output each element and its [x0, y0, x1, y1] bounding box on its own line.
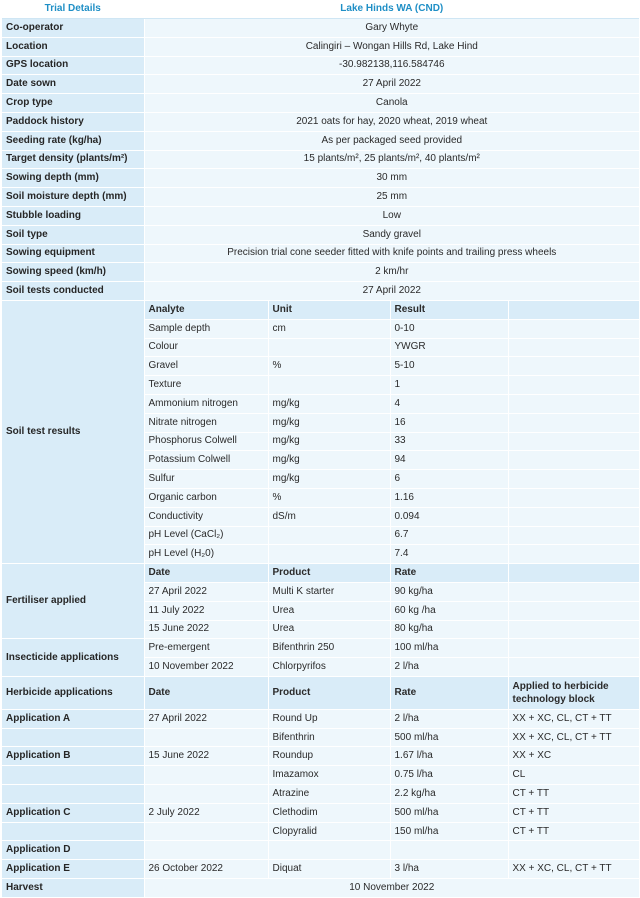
column-header: Applied to herbicide technology block — [508, 676, 639, 709]
empty-cell — [508, 376, 639, 395]
herbicide-row — [2, 822, 639, 841]
table-cell: 1.67 l/ha — [390, 747, 508, 766]
table-cell: 1 — [390, 376, 508, 395]
detail-row — [2, 188, 639, 207]
empty-cell — [508, 432, 639, 451]
application-label — [2, 785, 144, 804]
table-cell: Roundup — [268, 747, 390, 766]
table-cell: Nitrate nitrogen — [144, 413, 268, 432]
table-cell: XX + XC, CL, CT + TT — [508, 709, 639, 728]
detail-label: Soil moisture depth (mm) — [2, 188, 144, 207]
empty-cell — [508, 470, 639, 489]
table-cell: Clethodim — [268, 803, 390, 822]
table-cell: Diquat — [268, 860, 390, 879]
table-cell: 90 kg/ha — [390, 582, 508, 601]
detail-row — [2, 244, 639, 263]
column-header: Unit — [268, 300, 390, 319]
detail-row — [2, 282, 639, 301]
empty-cell — [508, 564, 639, 583]
column-header: Date — [144, 676, 268, 709]
table-cell: Chlorpyrifos — [268, 658, 390, 677]
table-cell — [268, 376, 390, 395]
table-cell: cm — [268, 319, 390, 338]
table-cell: 2 July 2022 — [144, 803, 268, 822]
header-site-name: Lake Hinds WA (CND) — [144, 0, 639, 19]
table-cell: 11 July 2022 — [144, 601, 268, 620]
detail-label: Location — [2, 37, 144, 56]
table-cell: CL — [508, 766, 639, 785]
section-label-herbicide: Herbicide applications — [2, 676, 144, 709]
table-cell: 0.75 l/ha — [390, 766, 508, 785]
detail-value: 27 April 2022 — [144, 282, 639, 301]
empty-cell — [508, 319, 639, 338]
soil-test-header-row — [2, 300, 639, 319]
table-cell — [144, 728, 268, 747]
empty-cell — [508, 394, 639, 413]
empty-cell — [508, 488, 639, 507]
herbicide-header-row — [2, 676, 639, 709]
detail-row — [2, 56, 639, 75]
table-cell: 2.2 kg/ha — [390, 785, 508, 804]
herbicide-row — [2, 709, 639, 728]
table-cell: XX + XC, CL, CT + TT — [508, 860, 639, 879]
empty-cell — [508, 620, 639, 639]
detail-label: Paddock history — [2, 112, 144, 131]
empty-cell — [508, 357, 639, 376]
empty-cell — [508, 413, 639, 432]
table-cell: 2 l/ha — [390, 709, 508, 728]
table-cell: pH Level (H₂0) — [144, 545, 268, 564]
table-cell: 7.4 — [390, 545, 508, 564]
empty-cell — [508, 507, 639, 526]
header-trial-details: Trial Details — [2, 0, 144, 19]
detail-row — [2, 131, 639, 150]
table-cell: 80 kg/ha — [390, 620, 508, 639]
section-label-fertiliser: Fertiliser applied — [2, 564, 144, 639]
table-cell: 6 — [390, 470, 508, 489]
application-label: Application A — [2, 709, 144, 728]
detail-label: Sowing speed (km/h) — [2, 263, 144, 282]
trial-details-table — [2, 0, 639, 898]
table-cell: mg/kg — [268, 451, 390, 470]
table-cell: Ammonium nitrogen — [144, 394, 268, 413]
empty-cell — [508, 526, 639, 545]
detail-label: Date sown — [2, 75, 144, 94]
table-cell: 27 April 2022 — [144, 709, 268, 728]
table-cell: Organic carbon — [144, 488, 268, 507]
table-cell: Sample depth — [144, 319, 268, 338]
detail-label: Sowing depth (mm) — [2, 169, 144, 188]
detail-label: Seeding rate (kg/ha) — [2, 131, 144, 150]
column-header: Rate — [390, 564, 508, 583]
table-cell: 2 l/ha — [390, 658, 508, 677]
detail-value: Calingiri – Wongan Hills Rd, Lake Hind — [144, 37, 639, 56]
detail-value: -30.982138,116.584746 — [144, 56, 639, 75]
table-cell — [268, 526, 390, 545]
detail-value: As per packaged seed provided — [144, 131, 639, 150]
column-header: Result — [390, 300, 508, 319]
table-cell — [268, 545, 390, 564]
empty-cell — [508, 639, 639, 658]
detail-label: Co-operator — [2, 19, 144, 38]
table-cell: Potassium Colwell — [144, 451, 268, 470]
table-cell: 100 ml/ha — [390, 639, 508, 658]
detail-label: Soil type — [2, 225, 144, 244]
table-cell: CT + TT — [508, 822, 639, 841]
detail-row — [2, 206, 639, 225]
table-cell: Urea — [268, 620, 390, 639]
detail-value: 25 mm — [144, 188, 639, 207]
section-label-insecticide: Insecticide applications — [2, 639, 144, 677]
detail-value: Sandy gravel — [144, 225, 639, 244]
detail-label: Crop type — [2, 94, 144, 113]
table-cell: 0-10 — [390, 319, 508, 338]
detail-row — [2, 263, 639, 282]
table-cell: Urea — [268, 601, 390, 620]
herbicide-row — [2, 803, 639, 822]
table-cell: 15 June 2022 — [144, 620, 268, 639]
table-cell: 27 April 2022 — [144, 582, 268, 601]
detail-row — [2, 169, 639, 188]
table-cell: 150 ml/ha — [390, 822, 508, 841]
table-cell: mg/kg — [268, 432, 390, 451]
table-cell: dS/m — [268, 507, 390, 526]
detail-value: 27 April 2022 — [144, 75, 639, 94]
application-label — [2, 822, 144, 841]
application-label: Application C — [2, 803, 144, 822]
table-cell: CT + TT — [508, 785, 639, 804]
table-cell: XX + XC — [508, 747, 639, 766]
table-cell: Bifenthrin — [268, 728, 390, 747]
application-label: Application B — [2, 747, 144, 766]
table-header — [2, 0, 639, 19]
detail-label: GPS location — [2, 56, 144, 75]
table-cell: 4 — [390, 394, 508, 413]
table-cell: 15 June 2022 — [144, 747, 268, 766]
empty-cell — [508, 658, 639, 677]
table-cell: % — [268, 488, 390, 507]
table-cell: mg/kg — [268, 413, 390, 432]
harvest-row — [2, 879, 639, 898]
table-cell — [268, 338, 390, 357]
herbicide-row — [2, 728, 639, 747]
table-cell: Multi K starter — [268, 582, 390, 601]
detail-label: Stubble loading — [2, 206, 144, 225]
table-cell: Colour — [144, 338, 268, 357]
table-cell: YWGR — [390, 338, 508, 357]
table-cell: 1.16 — [390, 488, 508, 507]
table-cell: pH Level (CaCl₂) — [144, 526, 268, 545]
table-cell: XX + XC, CL, CT + TT — [508, 728, 639, 747]
column-header: Product — [268, 676, 390, 709]
table-cell: mg/kg — [268, 470, 390, 489]
table-cell — [144, 785, 268, 804]
empty-cell — [508, 601, 639, 620]
detail-value: Low — [144, 206, 639, 225]
table-cell — [144, 822, 268, 841]
table-cell: Texture — [144, 376, 268, 395]
table-cell: CT + TT — [508, 803, 639, 822]
table-cell: 60 kg /ha — [390, 601, 508, 620]
insecticide-row — [2, 639, 639, 658]
detail-label: Sowing equipment — [2, 244, 144, 263]
column-header: Rate — [390, 676, 508, 709]
table-cell: Atrazine — [268, 785, 390, 804]
table-cell: 6.7 — [390, 526, 508, 545]
table-cell: 0.094 — [390, 507, 508, 526]
table-cell: Sulfur — [144, 470, 268, 489]
detail-row — [2, 19, 639, 38]
empty-cell — [508, 545, 639, 564]
detail-row — [2, 37, 639, 56]
table-cell: % — [268, 357, 390, 376]
harvest-label: Harvest — [2, 879, 144, 898]
detail-value: Canola — [144, 94, 639, 113]
fertiliser-header-row — [2, 564, 639, 583]
empty-cell — [508, 451, 639, 470]
table-cell: Imazamox — [268, 766, 390, 785]
table-cell: 5-10 — [390, 357, 508, 376]
table-cell — [144, 766, 268, 785]
application-label — [2, 728, 144, 747]
detail-value: 30 mm — [144, 169, 639, 188]
detail-row — [2, 225, 639, 244]
column-header: Analyte — [144, 300, 268, 319]
application-label: Application D — [2, 841, 144, 860]
detail-label: Target density (plants/m²) — [2, 150, 144, 169]
detail-row — [2, 150, 639, 169]
table-cell: 33 — [390, 432, 508, 451]
table-cell: 500 ml/ha — [390, 728, 508, 747]
herbicide-row — [2, 785, 639, 804]
detail-row — [2, 75, 639, 94]
table-cell: 10 November 2022 — [144, 658, 268, 677]
table-cell: 500 ml/ha — [390, 803, 508, 822]
table-cell: Conductivity — [144, 507, 268, 526]
section-label-soil-tests: Soil test results — [2, 300, 144, 563]
table-cell: Bifenthrin 250 — [268, 639, 390, 658]
table-cell: 94 — [390, 451, 508, 470]
table-cell: Gravel — [144, 357, 268, 376]
detail-value: 2021 oats for hay, 2020 wheat, 2019 wheat — [144, 112, 639, 131]
table-cell: 16 — [390, 413, 508, 432]
detail-label: Soil tests conducted — [2, 282, 144, 301]
detail-value: Precision trial cone seeder fitted with knife points and trailing press wheels — [144, 244, 639, 263]
herbicide-row — [2, 860, 639, 879]
column-header: Product — [268, 564, 390, 583]
herbicide-row — [2, 766, 639, 785]
detail-row — [2, 112, 639, 131]
harvest-value: 10 November 2022 — [144, 879, 639, 898]
table-cell: 26 October 2022 — [144, 860, 268, 879]
table-cell: Phosphorus Colwell — [144, 432, 268, 451]
table-cell: 3 l/ha — [390, 860, 508, 879]
herbicide-row — [2, 747, 639, 766]
empty-cell — [508, 338, 639, 357]
detail-row — [2, 94, 639, 113]
table-cell: Round Up — [268, 709, 390, 728]
detail-value: 2 km/hr — [144, 263, 639, 282]
detail-value: Gary Whyte — [144, 19, 639, 38]
application-label — [2, 766, 144, 785]
application-label: Application E — [2, 860, 144, 879]
column-header: Date — [144, 564, 268, 583]
table-cell: Pre-emergent — [144, 639, 268, 658]
empty-cell — [508, 300, 639, 319]
table-cell: Clopyralid — [268, 822, 390, 841]
table-cell: mg/kg — [268, 394, 390, 413]
empty-cell — [508, 582, 639, 601]
detail-value: 15 plants/m², 25 plants/m², 40 plants/m² — [144, 150, 639, 169]
